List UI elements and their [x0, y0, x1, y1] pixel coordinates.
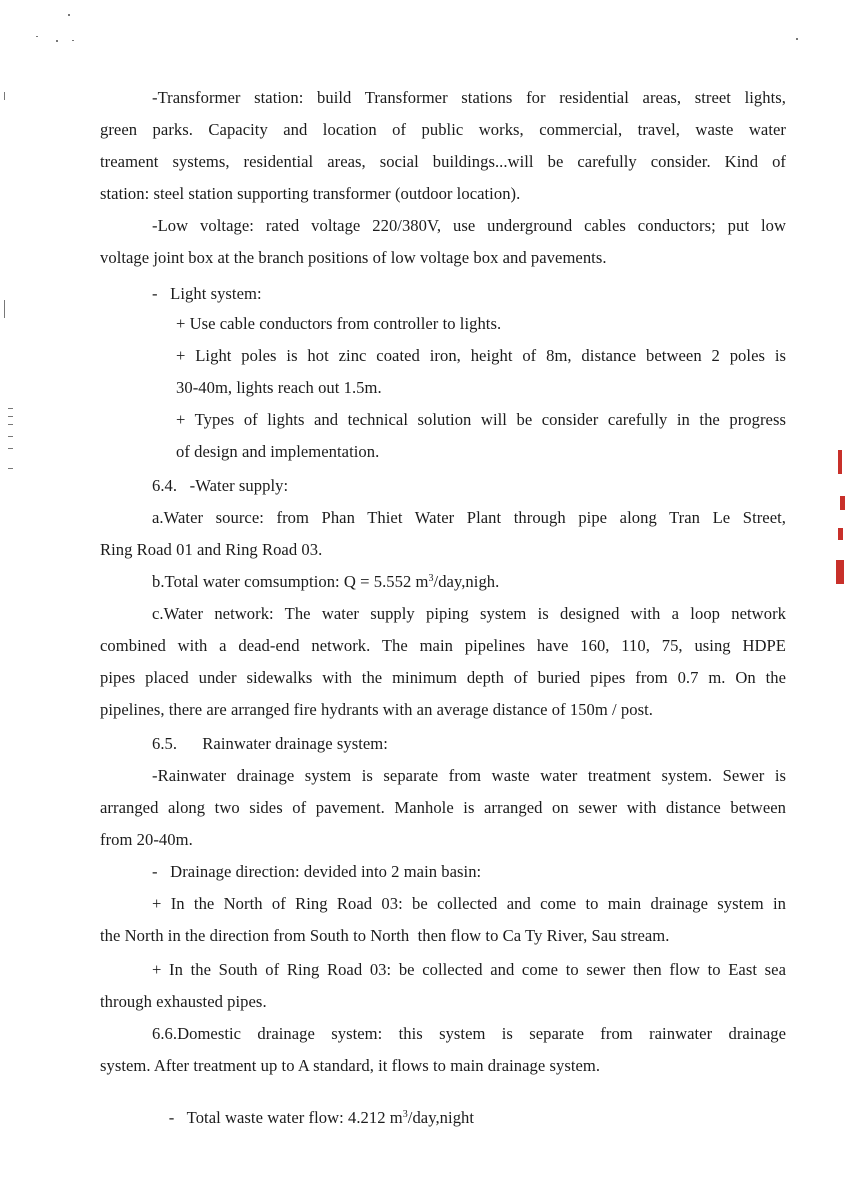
text-fragment: b.Total water comsumption: Q = 5.552 m [152, 572, 429, 591]
text-line: -Transformer station: build Transformer stations for residential areas, street lights, [152, 88, 786, 107]
text-line: - Light system: [152, 284, 262, 303]
text-line: voltage joint box at the branch positions of low voltage box and pavements. [100, 248, 607, 267]
text-line: -Rainwater drainage system is separate from waste water treatment system. Sewer is [152, 766, 786, 785]
scan-speck [796, 38, 798, 40]
text-line: a.Water source: from Phan Thiet Water Plant through pipe along Tran Le Street, [152, 508, 786, 527]
stamp-edge-mark [836, 560, 844, 584]
text-line: + In the North of Ring Road 03: be collected and come to main drainage system in [152, 894, 786, 913]
text-line: combined with a dead-end network. The main pipelines have 160, 110, 75, using HDPE [100, 636, 786, 655]
text-line: + Types of lights and technical solution will be consider carefully in the progress [176, 410, 786, 429]
scan-speck [8, 436, 13, 437]
text-line: treament systems, residential areas, social buildings...will be carefully consider. Kind of [100, 152, 786, 171]
scan-speck [8, 468, 13, 469]
text-line: the North in the direction from South to North then flow to Ca Ty River, Sau stream. [100, 926, 670, 945]
section-heading: 6.5. Rainwater drainage system: [152, 734, 388, 753]
scan-speck [8, 416, 13, 417]
text-line: 30-40m, lights reach out 1.5m. [176, 378, 382, 397]
section-heading: 6.4. -Water supply: [152, 476, 289, 495]
stamp-edge-mark [838, 450, 842, 474]
scan-speck [8, 408, 13, 409]
text-fragment: /day,nigh. [433, 572, 500, 591]
scan-speck [36, 36, 38, 37]
text-line: + Light poles is hot zinc coated iron, height of 8m, distance between 2 poles is [176, 346, 786, 365]
text-line: system. After treatment up to A standard, it flows to main drainage system. [100, 1056, 601, 1075]
stamp-edge-mark [840, 496, 845, 510]
text-line: -Low voltage: rated voltage 220/380V, use underground cables conductors; put low [152, 216, 786, 235]
text-line: from 20-40m. [100, 830, 193, 849]
superscript: 3 [428, 573, 434, 584]
text-line: c.Water network: The water supply piping system is designed with a loop network [152, 604, 786, 623]
text-line: pipelines, there are arranged fire hydrants with an average distance of 150m / post. [100, 700, 653, 719]
text-line: Ring Road 01 and Ring Road 03. [100, 540, 323, 559]
text-line: arranged along two sides of pavement. Manhole is arranged on sewer with distance between [100, 798, 786, 817]
scan-speck [4, 300, 5, 318]
text-line: + Use cable conductors from controller to lights. [176, 314, 502, 333]
stamp-edge-mark [838, 528, 843, 540]
scan-speck [72, 40, 74, 41]
text-line: pipes placed under sidewalks with the minimum depth of buried pipes from 0.7 m. On the [100, 668, 786, 687]
text-line: green parks. Capacity and location of public works, commercial, travel, waste water [100, 120, 786, 139]
superscript: 3 [402, 1109, 408, 1120]
text-line: 6.6.Domestic drainage system: this system is separate from rainwater drainage [152, 1024, 786, 1043]
text-line: through exhausted pipes. [100, 992, 267, 1011]
text-line: + In the South of Ring Road 03: be collected and come to sewer then flow to East sea [152, 960, 786, 979]
text-line: - Drainage direction: devided into 2 main basin: [152, 862, 482, 881]
scan-speck [68, 14, 70, 16]
scan-speck [8, 448, 13, 449]
text-fragment: /day,night [407, 1108, 475, 1127]
text-line [152, 572, 499, 592]
scan-speck [4, 92, 5, 100]
text-line: of design and implementation. [176, 442, 380, 461]
scan-speck [56, 40, 58, 42]
text-line: station: steel station supporting transformer (outdoor location). [100, 184, 521, 203]
scan-speck [8, 424, 13, 425]
text-line [152, 1088, 474, 1148]
text-fragment: - Total waste water flow: 4.212 m [168, 1108, 403, 1127]
